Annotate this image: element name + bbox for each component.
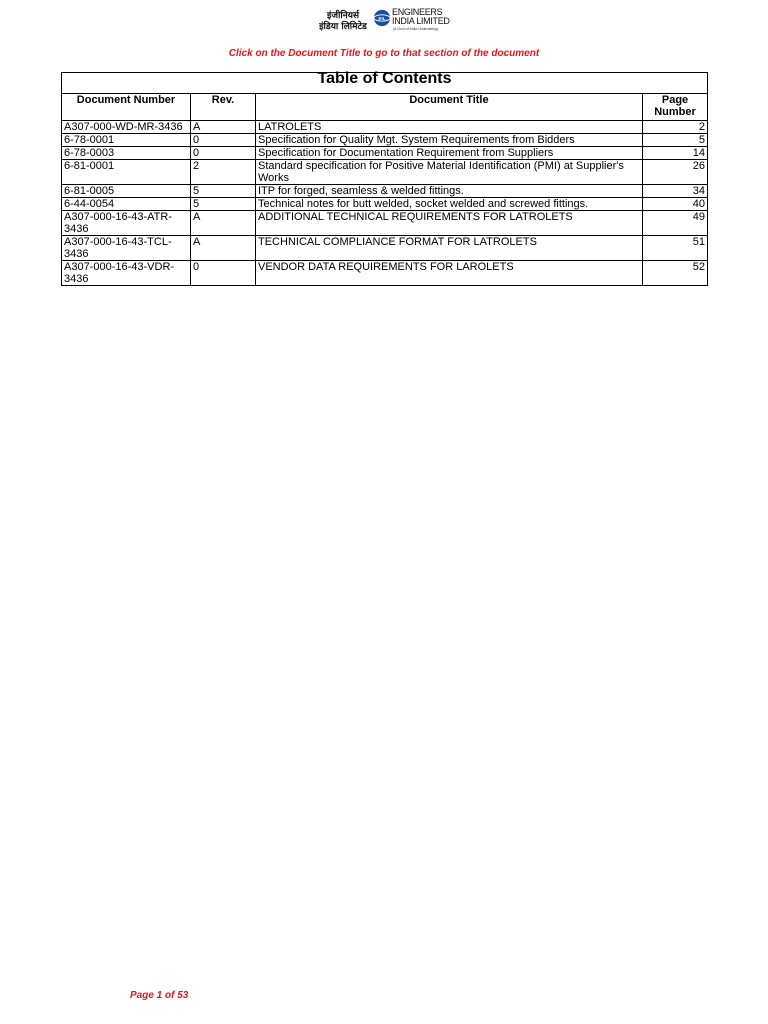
- table-row: [62, 211, 708, 236]
- logo-wordmark: ENGINEERS INDIA LIMITED: [392, 7, 450, 26]
- doc-title-link[interactable]: Specification for Documentation Requirement from Suppliers: [256, 147, 643, 160]
- toc-body: [62, 121, 708, 286]
- rev-cell: 5: [191, 198, 256, 211]
- col-header-title: Document Title: [256, 94, 643, 121]
- doc-title-link[interactable]: TECHNICAL COMPLIANCE FORMAT FOR LATROLETS: [256, 236, 643, 261]
- col-header-rev: Rev.: [191, 94, 256, 121]
- page-number-cell: 49: [643, 211, 708, 236]
- rev-cell: 0: [191, 147, 256, 160]
- logo-subtext: (A Govt of India Undertaking): [393, 27, 439, 31]
- rev-cell: 0: [191, 134, 256, 147]
- doc-number-cell: A307-000-16-43-TCL-3436: [62, 236, 191, 261]
- hindi-logo-text: [314, 7, 372, 33]
- doc-number-cell: A307-000-16-43-ATR-3436: [62, 211, 191, 236]
- table-row: [62, 160, 708, 185]
- rev-cell: A: [191, 211, 256, 236]
- doc-title-link[interactable]: ADDITIONAL TECHNICAL REQUIREMENTS FOR LATROLETS: [256, 211, 643, 236]
- doc-number-cell: 6-78-0001: [62, 134, 191, 147]
- instruction-text: Click on the Document Title to go to that section of the document: [228, 48, 540, 59]
- page-number-cell: 34: [643, 185, 708, 198]
- doc-title-link[interactable]: ITP for forged, seamless & welded fittings.: [256, 185, 643, 198]
- doc-title-link[interactable]: LATROLETS: [256, 121, 643, 134]
- svg-text:EIL: EIL: [378, 15, 386, 21]
- rev-cell: A: [191, 121, 256, 134]
- page-indicator: Page 1 of 53: [130, 990, 189, 1001]
- table-row: [62, 147, 708, 160]
- doc-number-cell: 6-81-0005: [62, 185, 191, 198]
- doc-number-cell: A307-000-WD-MR-3436: [62, 121, 191, 134]
- page-number-cell: 40: [643, 198, 708, 211]
- svg-text:इंजीनियर्स: इंजीनियर्स: [326, 11, 360, 21]
- table-row: [62, 198, 708, 211]
- toc-table: [61, 72, 708, 286]
- doc-number-cell: 6-44-0054: [62, 198, 191, 211]
- table-row: [62, 236, 708, 261]
- doc-title-link[interactable]: Specification for Quality Mgt. System Requirements from Bidders: [256, 134, 643, 147]
- page-number-cell: 5: [643, 134, 708, 147]
- eil-emblem-icon: [373, 9, 391, 27]
- doc-number-cell: 6-78-0003: [62, 147, 191, 160]
- table-row: [62, 134, 708, 147]
- col-header-doc-number: Document Number: [62, 94, 191, 121]
- doc-number-cell: 6-81-0001: [62, 160, 191, 185]
- svg-text:इंडिया लिमिटेड: इंडिया लिमिटेड: [319, 22, 367, 32]
- table-row: [62, 185, 708, 198]
- table-row: [62, 261, 708, 286]
- doc-number-cell: A307-000-16-43-VDR-3436: [62, 261, 191, 286]
- rev-cell: 0: [191, 261, 256, 286]
- page-number-cell: 2: [643, 121, 708, 134]
- doc-title-link[interactable]: VENDOR DATA REQUIREMENTS FOR LAROLETS: [256, 261, 643, 286]
- page-number-cell: 51: [643, 236, 708, 261]
- rev-cell: 5: [191, 185, 256, 198]
- table-of-contents: [61, 72, 707, 286]
- page-number-cell: 52: [643, 261, 708, 286]
- rev-cell: 2: [191, 160, 256, 185]
- toc-title: Table of Contents: [62, 73, 708, 94]
- company-logo: [314, 6, 458, 34]
- col-header-page: Page Number: [643, 94, 708, 121]
- page-number-cell: 14: [643, 147, 708, 160]
- rev-cell: A: [191, 236, 256, 261]
- doc-title-link[interactable]: Standard specification for Positive Material Identification (PMI) at Supplier's Works: [256, 160, 643, 185]
- doc-title-link[interactable]: Technical notes for butt welded, socket welded and screwed fittings.: [256, 198, 643, 211]
- table-row: [62, 121, 708, 134]
- page-number-cell: 26: [643, 160, 708, 185]
